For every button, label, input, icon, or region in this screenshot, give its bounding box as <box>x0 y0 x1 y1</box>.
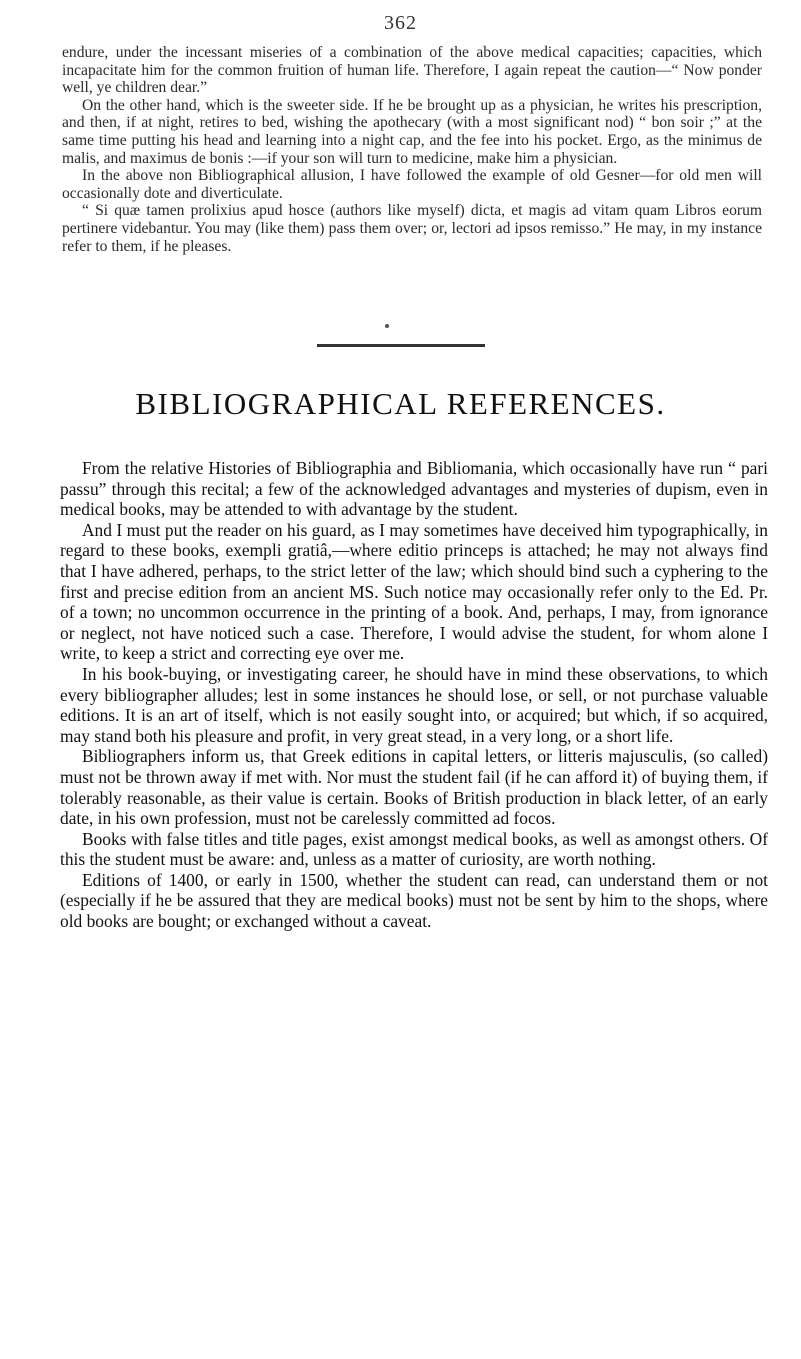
paragraph: Bibliographers inform us, that Greek editions in capital letters, or litteris majusculis, (so called) must not be thrown away if met with. Nor must the student fail (if he can afford it) of buying them, if tolerably reasonable, as their value is certain. Books of British production in black letter, of an early date, in his own profession, must not be carelessly committed ad focos. <box>60 746 768 829</box>
ink-spot <box>385 324 389 328</box>
page-number: 362 <box>384 12 417 34</box>
paragraph: “ Si quæ tamen prolixius apud hosce (authors like myself) dicta, et magis ad vitam quam Libros eorum pertinere videbantur. You may (like them) pass them over; or, lectori ad ipsos remisso.” He may, in my instance refer to them, if he pleases. <box>62 202 762 255</box>
section-heading: BIBLIOGRAPHICAL REFERENCES. <box>135 386 666 421</box>
section-divider-rule <box>317 344 485 347</box>
section-body <box>60 458 768 932</box>
paragraph: In his book-buying, or investigating career, he should have in mind these observations, to which every bibliographer alludes; lest in some instances he should lose, or sell, or not purchase valuable editions. It is an art of itself, which is not easily sought into, or acquired; but which, if so acquired, may stand both his pleasure and profit, in very great stead, in a very long, or a short life. <box>60 663 768 746</box>
paragraph: endure, under the incessant miseries of a combination of the above medical capacities; capacities, which incapacitate him for the common fruition of human life. Therefore, I again repeat the caution—“ Now ponder well, ye children dear.” <box>62 44 762 97</box>
paragraph: And I must put the reader on his guard, as I may sometimes have deceived him typographically, in regard to these books, exempli gratiâ,—where editio princeps is attached; he may not always find that I have adhered, perhaps, to the strict letter of the law; which should bind such a cyphering to the first and precise edition from an ancient MS. Such notice may occasionally refer only to the Ed. Pr. of a town; no uncommon occurrence in the printing of a book. And, perhaps, I may, from ignorance or neglect, not have noticed such a case. Therefore, I would advise the student, for whom alone I write, to keep a strict and correcting eye over me. <box>60 519 768 664</box>
paragraph: Books with false titles and title pages, exist amongst medical books, as well as amongst others. Of this the student must be aware: and, unless as a matter of curiosity, are worth nothing. <box>60 828 768 870</box>
paragraph: From the relative Histories of Bibliographia and Bibliomania, which occasionally have run “ pari passu” through this recital; a few of the acknowledged advantages and mysteries of dupism, even in medical books, may be attended to with advantage by the student. <box>60 458 768 520</box>
paragraph: Editions of 1400, or early in 1500, whether the student can read, can understand them or not (especially if he be assured that they are medical books) must not be sent by him to the shops, where old books are bought; or exchanged without a caveat. <box>60 869 768 932</box>
paragraph: On the other hand, which is the sweeter side. If he be brought up as a physician, he writes his prescription, and then, if at night, retires to bed, wishing the apothecary (with a most significant nod) “ bon soir ;” at the same time putting his head and learning into a night cap, and the fee into his pocket. Ergo, as the minimus de malis, and maximus de bonis :—if your son will turn to medicine, make him a physician. <box>62 96 762 167</box>
preceding-text <box>62 44 762 255</box>
paragraph: In the above non Bibliographical allusion, I have followed the example of old Gesner—for old men will occasionally dote and diverticulate. <box>62 167 762 202</box>
